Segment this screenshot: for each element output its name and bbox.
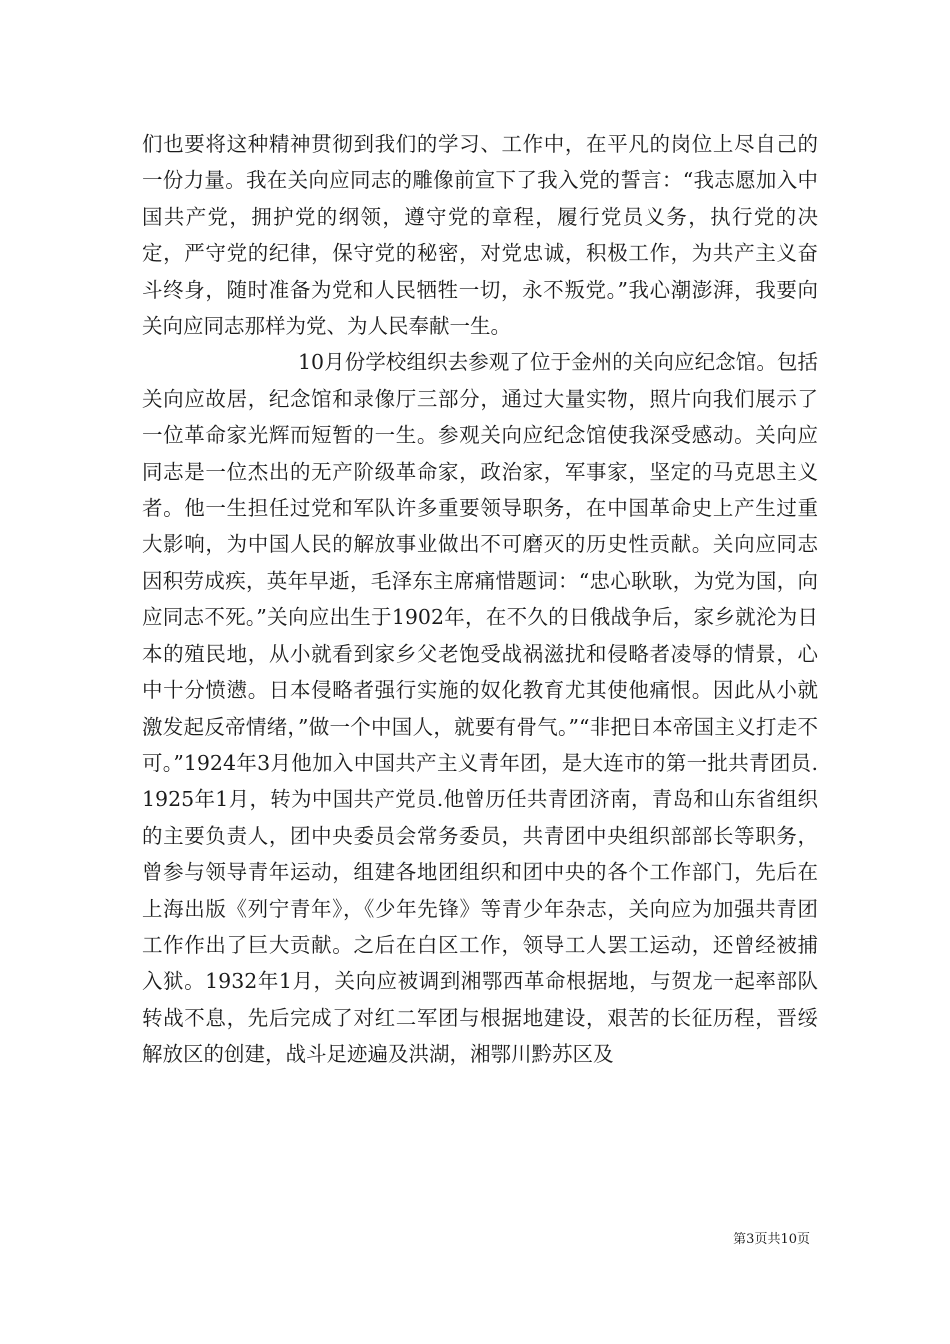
paragraph-2: 10月份学校组织去参观了位于金州的关向应纪念馆。包括关向应故居，纪念馆和录像厅三部分，通过大量实物，照片向我们展示了一位革命家光辉而短暂的一生。参观关向应纪念馆使我深受感动。关向应同志是一位杰出的无产阶级革命家，政治家，军事家，坚定的马克思主义者。他一生担任过党和军队许多重要领导职务，在中国革命史上产生过重大影响，为中国人民的解放事业做出不可磨灭的历史性贡献。关向应同志因积劳成疾，英年早逝，毛泽东主席痛惜题词：“忠心耿耿，为党为国，向应同志不死。”关向应出生于1902年，在不久的日俄战争后，家乡就沦为日本的殖民地，从小就看到家乡父老饱受战祸滋扰和侵略者凌辱的情景，心中十分愤懑。日本侵略者强行实施的奴化教育尤其使他痛恨。因此从小就激发起反帝情绪，”做一个中国人，就要有骨气。”“非把日本帝国主义打走不可。”1924年3月他加入中国共产主义青年团，是大连市的第一批共青团员.1925年1月，转为中国共产党员.他曾历任共青团济南，青岛和山东省组织的主要负责人，团中央委员会常务委员，共青团中央组织部部长等职务，曾参与领导青年运动，组建各地团组织和团中央的各个工作部门，先后在上海出版《列宁青年》，《少年先锋》等青少年杂志，关向应为加强共青团工作作出了巨大贡献。之后在白区工作，领导工人罢工运动，还曾经被捕入狱。1932年1月，关向应被调到湘鄂西革命根据地，与贺龙一起率部队转战不息，先后完成了对红二军团与根据地建设，艰苦的长征历程，晋绥解放区的创建，战斗足迹遍及洪湖，湘鄂川黔苏区及 xyxy=(142,350,818,1067)
page-number-footer: 第3页共10页 xyxy=(733,1232,810,1247)
document-body xyxy=(142,126,818,1073)
paragraph-1: 们也要将这种精神贯彻到我们的学习、工作中，在平凡的岗位上尽自己的一份力量。我在关向应同志的雕像前宣下了我入党的誓言：“我志愿加入中国共产党，拥护党的纲领，遵守党的章程，履行党员义务，执行党的决定，严守党的纪律，保守党的秘密，对党忠诚，积极工作，为共产主义奋斗终身，随时准备为党和人民牺牲一切，永不叛党。”我心潮澎湃，我要向关向应同志那样为党、为人民奉献一生。 xyxy=(142,132,818,339)
